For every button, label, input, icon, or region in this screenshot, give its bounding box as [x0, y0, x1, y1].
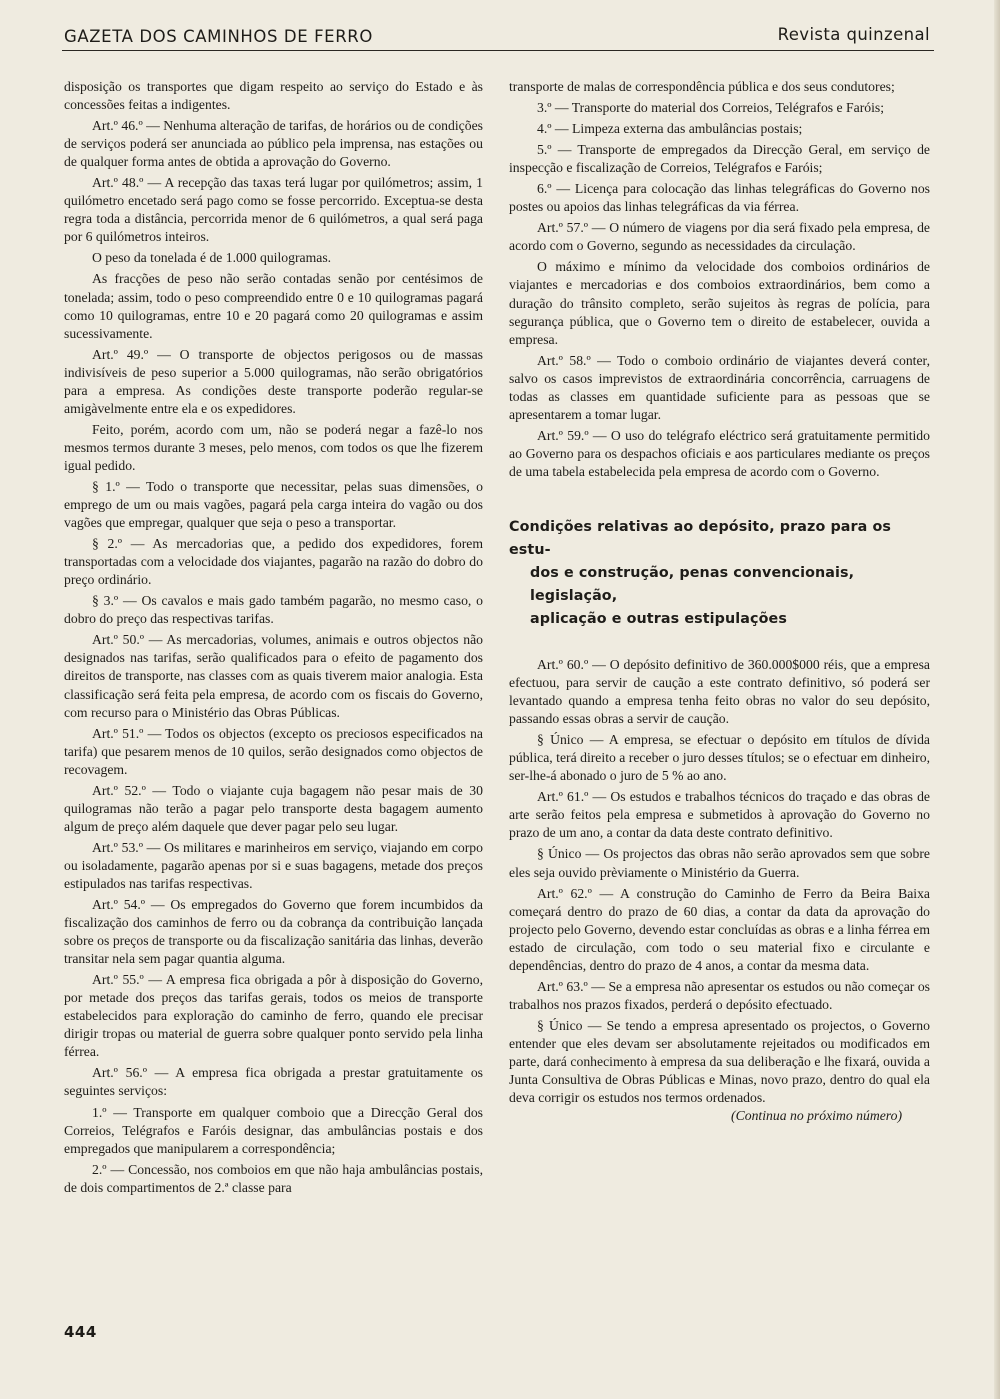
- paragraph: 4.º — Limpeza externa das ambulâncias postais;: [537, 121, 803, 137]
- paragraph: Art.º 56.º — A empresa fica obrigada a prestar gratuitamente os seguintes serviços:: [64, 1065, 483, 1099]
- paragraph: 2.º — Concessão, nos comboios em que não haja ambulâncias postais, de dois compartimentos de 2.ª classe para: [64, 1161, 483, 1195]
- paragraph: § 3.º — Os cavalos e mais gado também pagarão, no mesmo caso, o dobro do preço das respectivas tarifas.: [64, 593, 483, 627]
- paragraph: § 2.º — As mercadorias que, a pedido dos expedidores, forem transportadas com a velocidade dos viajantes, pagarão na razão do dobro do preço ordinário.: [64, 536, 483, 588]
- paragraph: Art.º 48.º — A recepção das taxas terá lugar por quilómetros; assim, 1 quilómetro encetado será pago como se fosse percorrido. Exceptua-se desta regra toda a distância, percorrida menor de 6 quilómetros, a qual será paga por 6 quilómetros inteiros.: [64, 175, 483, 245]
- paragraph: O peso da tonelada é de 1.000 quilogramas.: [92, 250, 332, 266]
- paragraph: § 1.º — Todo o transporte que necessitar, pelas suas dimensões, o emprego de um ou mais vagões, pagará pela carga inteira do vagão ou dos vagões que empregar, qualquer que seja o peso a transportar.: [64, 478, 483, 531]
- section-heading-line: dos e construção, penas convencionais, legislação,: [530, 564, 855, 604]
- right-column-bottom-text: [509, 656, 930, 1107]
- paragraph: Art.º 46.º — Nenhuma alteração de tarifas, de horários ou de condições de serviços poderá ser anunciada ao público pela imprensa, nas estações ou de qualquer forma antes de obtida a aprovação do Governo.: [64, 118, 483, 170]
- paragraph: Feito, porém, acordo com um, não se poderá negar a fazê-lo nos mesmos termos durante 3 meses, pelo menos, com todos os que lhe fizerem igual pedido.: [64, 421, 483, 473]
- paragraph: O máximo e mínimo da velocidade dos comboios ordinários de viajantes e mercadorias e dos comboios extraordinários, bem como a duração do trânsito completo, serão sujeitos às regras de polícia, para segurança pública, que o Governo tem o direito de estabelecer, ouvida a empresa.: [509, 259, 930, 347]
- paragraph: Art.º 54.º — Os empregados do Governo que forem incumbidos da fiscalização dos caminhos de ferro ou da cobrança da contribuição lançada sobre os preços de transporte ou da fiscalização sanitária das linhas, deverão transitar nela sem pagar quantia alguma.: [64, 897, 483, 967]
- page-number: 444: [64, 1323, 97, 1341]
- paragraph: 3.º — Transporte do material dos Correios, Telégrafos e Faróis;: [537, 100, 885, 116]
- paragraph: 1.º — Transporte em qualquer comboio que a Direcção Geral dos Correios, Telégrafos e Faróis designar, das ambulâncias postais e dos empregados que manipularem a correspondência;: [64, 1104, 483, 1156]
- paragraph: 6.º — Licença para colocação das linhas telegráficas do Governo nos postes ou apoios das linhas telegráficas da via férrea.: [509, 181, 930, 215]
- right-column-top-text: [509, 78, 930, 481]
- paragraph: § Único — A empresa, se efectuar o depósito em títulos de dívida pública, terá direito a receber o juro desses títulos; se o efectuar em dinheiro, ser-lhe-á abonado o juro de 5 % ao ano.: [509, 732, 930, 784]
- section-heading-line: aplicação e outras estipulações: [530, 610, 787, 627]
- left-column: [64, 78, 483, 1197]
- paragraph: Art.º 57.º — O número de viagens por dia será fixado pela empresa, de acordo com o Governo, segundo as necessidades da circulação.: [509, 220, 930, 254]
- page-edge: [994, 0, 1000, 1399]
- paragraph: As fracções de peso não serão contadas senão por centésimos de tonelada; assim, todo o peso compreendido entre 0 e 10 quilogramas pagará como 10 quilogramas, entre 10 e 20 pagará como 20 quilogramas e assim sucessivamente.: [64, 271, 483, 341]
- paragraph: Art.º 53.º — Os militares e marinheiros em serviço, viajando em corpo ou isoladamente, pagarão apenas por si e suas bagagens, metade dos preços estipulados nas tarifas respectivas.: [64, 839, 483, 891]
- paragraph: Art.º 61.º — Os estudos e trabalhos técnicos do traçado e das obras de arte serão feitos pela empresa e submetidos à aprovação do Governo no prazo de um ano, a contar da data deste contrato definitivo.: [509, 789, 930, 841]
- paragraph: Art.º 62.º — A construção do Caminho de Ferro da Beira Baixa começará dentro do prazo de 60 dias, a contar da data da aprovação do projecto pelo Governo, devendo estar concluídas as obras e a linha férrea em estado de circulação, com todo o seu material fixo e circulante e dependências, dentro do prazo de 4 anos, a contar da mesma data.: [509, 885, 930, 973]
- paragraph: Art.º 59.º — O uso do telégrafo eléctrico será gratuitamente permitido ao Governo para os despachos oficiais e aos particulares mediante os preços de uma tabela estabelecida pela empresa de acordo com o Governo.: [509, 427, 930, 479]
- continuation-note: (Continua no próximo número): [731, 1108, 902, 1124]
- paragraph: Art.º 63.º — Se a empresa não apresentar os estudos ou não começar os trabalhos nos prazos fixados, perderá o depósito efectuado.: [509, 978, 930, 1012]
- paragraph: § Único — Os projectos das obras não serão aprovados sem que sobre eles seja ouvido prèviamente o Ministério da Guerra.: [509, 846, 930, 880]
- paragraph: Art.º 51.º — Todos os objectos (excepto os preciosos especificados na tarifa) que pesarem menos de 10 quilos, serão designados como objectos de recovagem.: [64, 725, 483, 777]
- journal-subtitle: Revista quinzenal: [777, 25, 930, 44]
- paragraph: Art.º 49.º — O transporte de objectos perigosos ou de massas indivisíveis de peso superior a 5.000 quilogramas, não serão obrigatórios para a empresa. As condições deste transporte poderão regular-se amigàvelmente entre ela e os expedidores.: [64, 346, 483, 416]
- right-column: [509, 78, 930, 1125]
- paragraph: Art.º 55.º — A empresa fica obrigada a pôr à disposição do Governo, por metade dos preços das tarifas gerais, todos os meios de transporte estabelecidos para exploração do caminho de ferro, quando ele precisar dirigir tropas ou material de guerra sobre qualquer ponto servido pela linha férrea.: [64, 972, 483, 1060]
- paragraph: Art.º 50.º — As mercadorias, volumes, animais e outros objectos não designados nas tarifas, serão qualificados para o efeito de pagamento dos direitos de transporte, nas classes com as quais tiverem maior analogia. Esta classificação será feita pela empresa, de acordo com os fiscais do Governo, com recurso para o Ministério das Obras Públicas.: [64, 632, 483, 720]
- paragraph: Art.º 60.º — O depósito definitivo de 360.000$000 réis, que a empresa efectuou, para servir de caução a este contrato definitivo, só poderá ser levantado quando a empresa tenha feito obras no valor do seu depósito, passando essas obras a servir de caução.: [509, 656, 930, 727]
- journal-title: GAZETA DOS CAMINHOS DE FERRO: [64, 27, 373, 46]
- paragraph: § Único — Se tendo a empresa apresentado os projectos, o Governo entender que eles devam ser absolutamente rejeitados ou modificados em parte, dará conhecimento à empresa da sua deliberação e lhe fixará, ouvida a Junta Consultiva de Obras Públicas e Minas, novo prazo, dentro do qual ela deva corrigir os estudos nos termos ordenados.: [509, 1017, 930, 1106]
- paragraph: Art.º 58.º — Todo o comboio ordinário de viajantes deverá conter, salvo os casos imprevistos de extraordinária concorrência, carruagens de todas as classes em quantidade suficiente para as pessoas que se apresentarem a tomar lugar.: [509, 352, 930, 422]
- paragraph: transporte de malas de correspondência pública e dos seus condutores;: [509, 79, 895, 94]
- section-heading-line: Condições relativas ao depósito, prazo para os estu-: [509, 518, 892, 558]
- page-header: [62, 24, 934, 51]
- paragraph: 5.º — Transporte de empregados da Direcção Geral, em serviço de inspecção e fiscalização de Correios, Telégrafos e Faróis;: [509, 142, 930, 176]
- paragraph: Art.º 52.º — Todo o viajante cuja bagagem não pesar mais de 30 quilogramas não terão a pagar pelo transporte desta bagagem aumento algum de preço além daquele que dever pagar pelo seu lugar.: [64, 782, 483, 834]
- section-heading: [509, 516, 930, 631]
- paragraph: disposição os transportes que digam respeito ao serviço do Estado e às concessões feitas a indigentes.: [64, 79, 483, 113]
